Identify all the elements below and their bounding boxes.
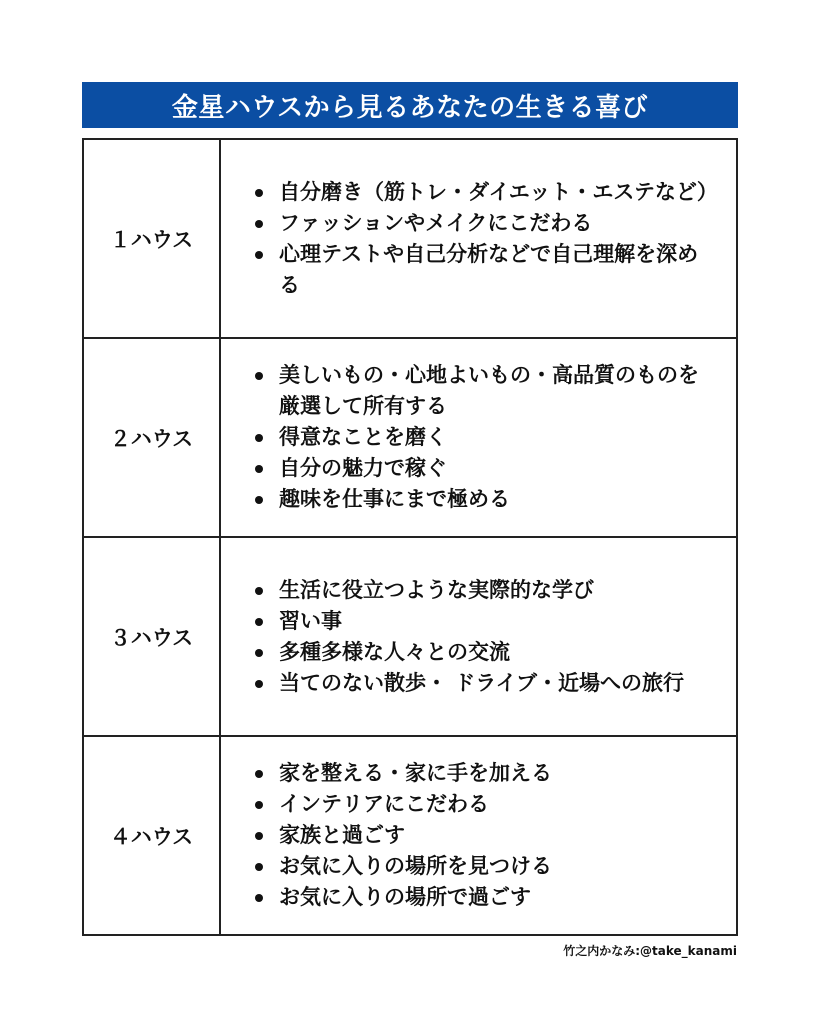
list-item xyxy=(251,360,718,422)
bullet-icon xyxy=(255,372,263,380)
item-text: 家を整える・家に手を加える xyxy=(279,761,552,785)
table-row-house-3 xyxy=(84,538,736,737)
bullet-icon xyxy=(255,894,263,902)
bullet-icon xyxy=(255,220,263,228)
item-text: 多種多様な人々との交流 xyxy=(279,639,510,664)
item-text: 得意なことを磨く xyxy=(279,425,447,449)
house-label: ４ハウス xyxy=(109,824,194,849)
item-text: 美しいもの・心地よいもの・高品質のものを厳選して所有する xyxy=(279,363,699,418)
item-list xyxy=(251,575,684,699)
list-item xyxy=(251,758,552,789)
list-item xyxy=(251,208,718,239)
item-text: ファッションやメイクにこだわる xyxy=(279,210,593,235)
item-list xyxy=(251,177,718,301)
table-row-house-1 xyxy=(84,140,736,339)
item-text: 自分磨き（筋トレ・ダイエット・エステなど） xyxy=(279,179,718,204)
items-cell xyxy=(221,538,736,735)
item-text: 習い事 xyxy=(279,608,342,633)
item-text: 家族と過ごす xyxy=(279,823,405,847)
bullet-icon xyxy=(255,863,263,871)
list-item xyxy=(251,820,552,851)
item-text: 趣味を仕事にまで極める xyxy=(279,487,510,511)
item-list xyxy=(251,758,552,913)
house-cell xyxy=(84,737,221,934)
list-item xyxy=(251,484,718,515)
list-item xyxy=(251,575,684,606)
bullet-icon xyxy=(255,189,263,197)
items-cell xyxy=(221,339,736,536)
item-list xyxy=(251,360,718,515)
house-label: ３ハウス xyxy=(109,625,194,650)
item-text: 心理テストや自己分析などで自己理解を深める xyxy=(279,241,699,297)
list-item xyxy=(251,239,718,301)
item-text: 生活に役立つような実際的な学び xyxy=(279,577,594,602)
bullet-icon xyxy=(255,587,263,595)
item-text: インテリアにこだわる xyxy=(279,792,489,816)
items-cell xyxy=(221,737,736,934)
bullet-icon xyxy=(255,465,263,473)
venus-house-table xyxy=(82,138,738,936)
list-item xyxy=(251,606,684,637)
item-text: お気に入りの場所を見つける xyxy=(279,854,552,878)
table-row-house-4 xyxy=(84,737,736,934)
house-cell xyxy=(84,140,221,337)
bullet-icon xyxy=(255,770,263,778)
table-row-house-2 xyxy=(84,339,736,538)
house-label: １ハウス xyxy=(109,227,194,252)
list-item xyxy=(251,422,718,453)
house-cell xyxy=(84,538,221,735)
list-item xyxy=(251,453,718,484)
item-text: 当てのない散歩・ ドライブ・近場への旅行 xyxy=(279,670,685,695)
title-banner xyxy=(82,82,738,128)
list-item xyxy=(251,882,552,913)
author-credit: 竹之内かなみ:@take_kanami xyxy=(563,944,737,958)
list-item xyxy=(251,668,684,699)
item-text: お気に入りの場所で過ごす xyxy=(279,885,531,909)
bullet-icon xyxy=(255,680,263,688)
bullet-icon xyxy=(255,618,263,626)
list-item xyxy=(251,851,552,882)
list-item xyxy=(251,789,552,820)
page-title: 金星ハウスから見るあなたの生きる喜び xyxy=(171,92,649,123)
bullet-icon xyxy=(255,801,263,809)
bullet-icon xyxy=(255,832,263,840)
list-item xyxy=(251,177,718,208)
bullet-icon xyxy=(255,251,263,259)
item-text: 自分の魅力で稼ぐ xyxy=(279,456,447,480)
bullet-icon xyxy=(255,434,263,442)
items-cell xyxy=(221,140,736,337)
house-cell xyxy=(84,339,221,536)
list-item xyxy=(251,637,684,668)
bullet-icon xyxy=(255,496,263,504)
house-label: ２ハウス xyxy=(109,426,194,451)
bullet-icon xyxy=(255,649,263,657)
